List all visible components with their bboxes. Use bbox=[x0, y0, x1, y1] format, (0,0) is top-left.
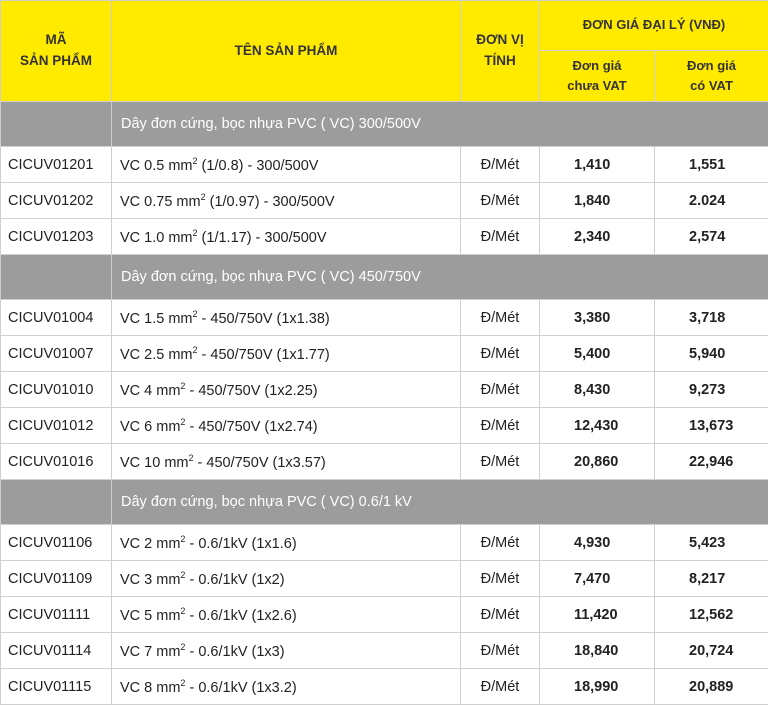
product-code: CICUV01202 bbox=[1, 183, 112, 219]
section-title: Dây đơn cứng, bọc nhựa PVC ( VC) 450/750V bbox=[112, 269, 421, 285]
unit-cell: Đ/Mét bbox=[461, 372, 540, 408]
price-excl-vat: 5,400 bbox=[540, 336, 655, 372]
section-header-row bbox=[1, 102, 768, 147]
product-code: CICUV01004 bbox=[1, 300, 112, 336]
header-code-line2: SẢN PHẨM bbox=[1, 51, 111, 72]
product-name-exponent: 2 bbox=[193, 309, 198, 319]
product-name-exponent: 2 bbox=[180, 678, 185, 688]
product-name-spec: - 450/750V (1x2.74) bbox=[185, 418, 317, 434]
product-name-exponent: 2 bbox=[193, 345, 198, 355]
product-name-spec: (1/1.17) - 300/500V bbox=[198, 229, 327, 245]
product-name bbox=[112, 183, 461, 219]
product-name-spec: - 450/750V (1x3.57) bbox=[194, 454, 326, 470]
price-excl-vat: 4,930 bbox=[540, 525, 655, 561]
product-name-main: VC 1.5 mm bbox=[120, 310, 193, 326]
header-price-excl-line1: Đơn giá bbox=[540, 56, 654, 76]
product-code: CICUV01203 bbox=[1, 219, 112, 255]
product-name-main: VC 5 mm bbox=[120, 607, 180, 623]
product-name-exponent: 2 bbox=[193, 156, 198, 166]
product-code: CICUV01007 bbox=[1, 336, 112, 372]
table-row bbox=[1, 597, 768, 633]
product-name-main: VC 4 mm bbox=[120, 382, 180, 398]
product-name-spec: - 0.6/1kV (1x2) bbox=[185, 571, 284, 587]
price-excl-vat: 2,340 bbox=[540, 219, 655, 255]
header-row bbox=[1, 1, 768, 51]
header-unit bbox=[461, 1, 540, 102]
price-excl-vat: 18,840 bbox=[540, 633, 655, 669]
price-excl-vat: 1,840 bbox=[540, 183, 655, 219]
header-unit-line2: TÍNH bbox=[461, 51, 539, 72]
unit-cell: Đ/Mét bbox=[461, 597, 540, 633]
price-incl-vat: 8,217 bbox=[655, 561, 768, 597]
table-row bbox=[1, 669, 768, 705]
price-incl-vat: 20,889 bbox=[655, 669, 768, 705]
product-name-exponent: 2 bbox=[180, 570, 185, 580]
header-unit-line1: ĐƠN VỊ bbox=[461, 30, 539, 51]
header-code-line1: MÃ bbox=[1, 30, 111, 51]
unit-cell: Đ/Mét bbox=[461, 147, 540, 183]
price-excl-vat: 7,470 bbox=[540, 561, 655, 597]
table-row bbox=[1, 444, 768, 480]
product-code: CICUV01010 bbox=[1, 372, 112, 408]
product-name bbox=[112, 444, 461, 480]
price-incl-vat: 20,724 bbox=[655, 633, 768, 669]
price-incl-vat: 9,273 bbox=[655, 372, 768, 408]
section-title: Dây đơn cứng, bọc nhựa PVC ( VC) 0.6/1 kV bbox=[112, 494, 412, 510]
table-row bbox=[1, 561, 768, 597]
product-code: CICUV01106 bbox=[1, 525, 112, 561]
product-name-main: VC 8 mm bbox=[120, 679, 180, 695]
table-row bbox=[1, 147, 768, 183]
product-name bbox=[112, 300, 461, 336]
product-name-spec: - 0.6/1kV (1x3.2) bbox=[185, 679, 296, 695]
section-title: Dây đơn cứng, bọc nhựa PVC ( VC) 300/500V bbox=[112, 116, 421, 132]
price-incl-vat: 13,673 bbox=[655, 408, 768, 444]
header-code bbox=[1, 1, 112, 102]
product-name-spec: - 0.6/1kV (1x2.6) bbox=[185, 607, 296, 623]
unit-cell: Đ/Mét bbox=[461, 444, 540, 480]
product-name-spec: - 0.6/1kV (1x1.6) bbox=[185, 535, 296, 551]
price-excl-vat: 3,380 bbox=[540, 300, 655, 336]
price-incl-vat: 22,946 bbox=[655, 444, 768, 480]
product-name-exponent: 2 bbox=[189, 453, 194, 463]
product-code: CICUV01115 bbox=[1, 669, 112, 705]
product-code: CICUV01111 bbox=[1, 597, 112, 633]
price-incl-vat: 2.024 bbox=[655, 183, 768, 219]
section-header-row bbox=[1, 480, 768, 525]
table-body bbox=[1, 102, 768, 705]
header-price-group: ĐƠN GIÁ ĐẠI LÝ (VNĐ) bbox=[540, 1, 768, 51]
product-name bbox=[112, 633, 461, 669]
product-name-main: VC 2.5 mm bbox=[120, 346, 193, 362]
header-price-excl bbox=[540, 51, 655, 102]
product-name-main: VC 3 mm bbox=[120, 571, 180, 587]
table-row bbox=[1, 336, 768, 372]
price-excl-vat: 20,860 bbox=[540, 444, 655, 480]
product-name-spec: - 450/750V (1x1.77) bbox=[198, 346, 330, 362]
product-name bbox=[112, 336, 461, 372]
header-price-excl-line2: chưa VAT bbox=[540, 76, 654, 96]
header-name: TÊN SẢN PHẨM bbox=[112, 1, 461, 102]
product-name-main: VC 6 mm bbox=[120, 418, 180, 434]
price-excl-vat: 11,420 bbox=[540, 597, 655, 633]
product-name bbox=[112, 561, 461, 597]
price-incl-vat: 5,423 bbox=[655, 525, 768, 561]
unit-cell: Đ/Mét bbox=[461, 525, 540, 561]
unit-cell: Đ/Mét bbox=[461, 300, 540, 336]
product-name-exponent: 2 bbox=[201, 192, 206, 202]
product-name-main: VC 1.0 mm bbox=[120, 229, 193, 245]
product-name-exponent: 2 bbox=[180, 381, 185, 391]
unit-cell: Đ/Mét bbox=[461, 561, 540, 597]
unit-cell: Đ/Mét bbox=[461, 183, 540, 219]
product-name-spec: - 450/750V (1x2.25) bbox=[185, 382, 317, 398]
product-name-main: VC 0.5 mm bbox=[120, 157, 193, 173]
table-row bbox=[1, 408, 768, 444]
product-name bbox=[112, 147, 461, 183]
price-excl-vat: 12,430 bbox=[540, 408, 655, 444]
product-name-main: VC 10 mm bbox=[120, 454, 189, 470]
table-row bbox=[1, 219, 768, 255]
product-name-exponent: 2 bbox=[180, 417, 185, 427]
product-name-spec: (1/0.97) - 300/500V bbox=[206, 193, 335, 209]
product-name bbox=[112, 525, 461, 561]
product-name-main: VC 7 mm bbox=[120, 643, 180, 659]
unit-cell: Đ/Mét bbox=[461, 219, 540, 255]
product-name-spec: (1/0.8) - 300/500V bbox=[198, 157, 319, 173]
product-code: CICUV01109 bbox=[1, 561, 112, 597]
header-price-incl bbox=[655, 51, 768, 102]
price-excl-vat: 8,430 bbox=[540, 372, 655, 408]
product-name-exponent: 2 bbox=[180, 642, 185, 652]
product-name-spec: - 450/750V (1x1.38) bbox=[198, 310, 330, 326]
product-name bbox=[112, 408, 461, 444]
price-incl-vat: 3,718 bbox=[655, 300, 768, 336]
product-name bbox=[112, 372, 461, 408]
section-header-row bbox=[1, 255, 768, 300]
table-row bbox=[1, 372, 768, 408]
header-price-incl-line2: có VAT bbox=[655, 76, 768, 96]
table-row bbox=[1, 525, 768, 561]
price-excl-vat: 1,410 bbox=[540, 147, 655, 183]
product-name-main: VC 2 mm bbox=[120, 535, 180, 551]
table-row bbox=[1, 183, 768, 219]
price-incl-vat: 5,940 bbox=[655, 336, 768, 372]
unit-cell: Đ/Mét bbox=[461, 336, 540, 372]
product-name-spec: - 0.6/1kV (1x3) bbox=[185, 643, 284, 659]
unit-cell: Đ/Mét bbox=[461, 408, 540, 444]
unit-cell: Đ/Mét bbox=[461, 669, 540, 705]
product-name-exponent: 2 bbox=[180, 606, 185, 616]
product-code: CICUV01016 bbox=[1, 444, 112, 480]
header-price-incl-line1: Đơn giá bbox=[655, 56, 768, 76]
product-name-main: VC 0.75 mm bbox=[120, 193, 201, 209]
price-excl-vat: 18,990 bbox=[540, 669, 655, 705]
price-incl-vat: 2,574 bbox=[655, 219, 768, 255]
product-name bbox=[112, 597, 461, 633]
product-code: CICUV01114 bbox=[1, 633, 112, 669]
product-name bbox=[112, 219, 461, 255]
table-row bbox=[1, 300, 768, 336]
table-row bbox=[1, 633, 768, 669]
product-name bbox=[112, 669, 461, 705]
product-name-exponent: 2 bbox=[180, 534, 185, 544]
unit-cell: Đ/Mét bbox=[461, 633, 540, 669]
price-incl-vat: 12,562 bbox=[655, 597, 768, 633]
price-incl-vat: 1,551 bbox=[655, 147, 768, 183]
product-name-exponent: 2 bbox=[193, 228, 198, 238]
product-code: CICUV01012 bbox=[1, 408, 112, 444]
product-code: CICUV01201 bbox=[1, 147, 112, 183]
